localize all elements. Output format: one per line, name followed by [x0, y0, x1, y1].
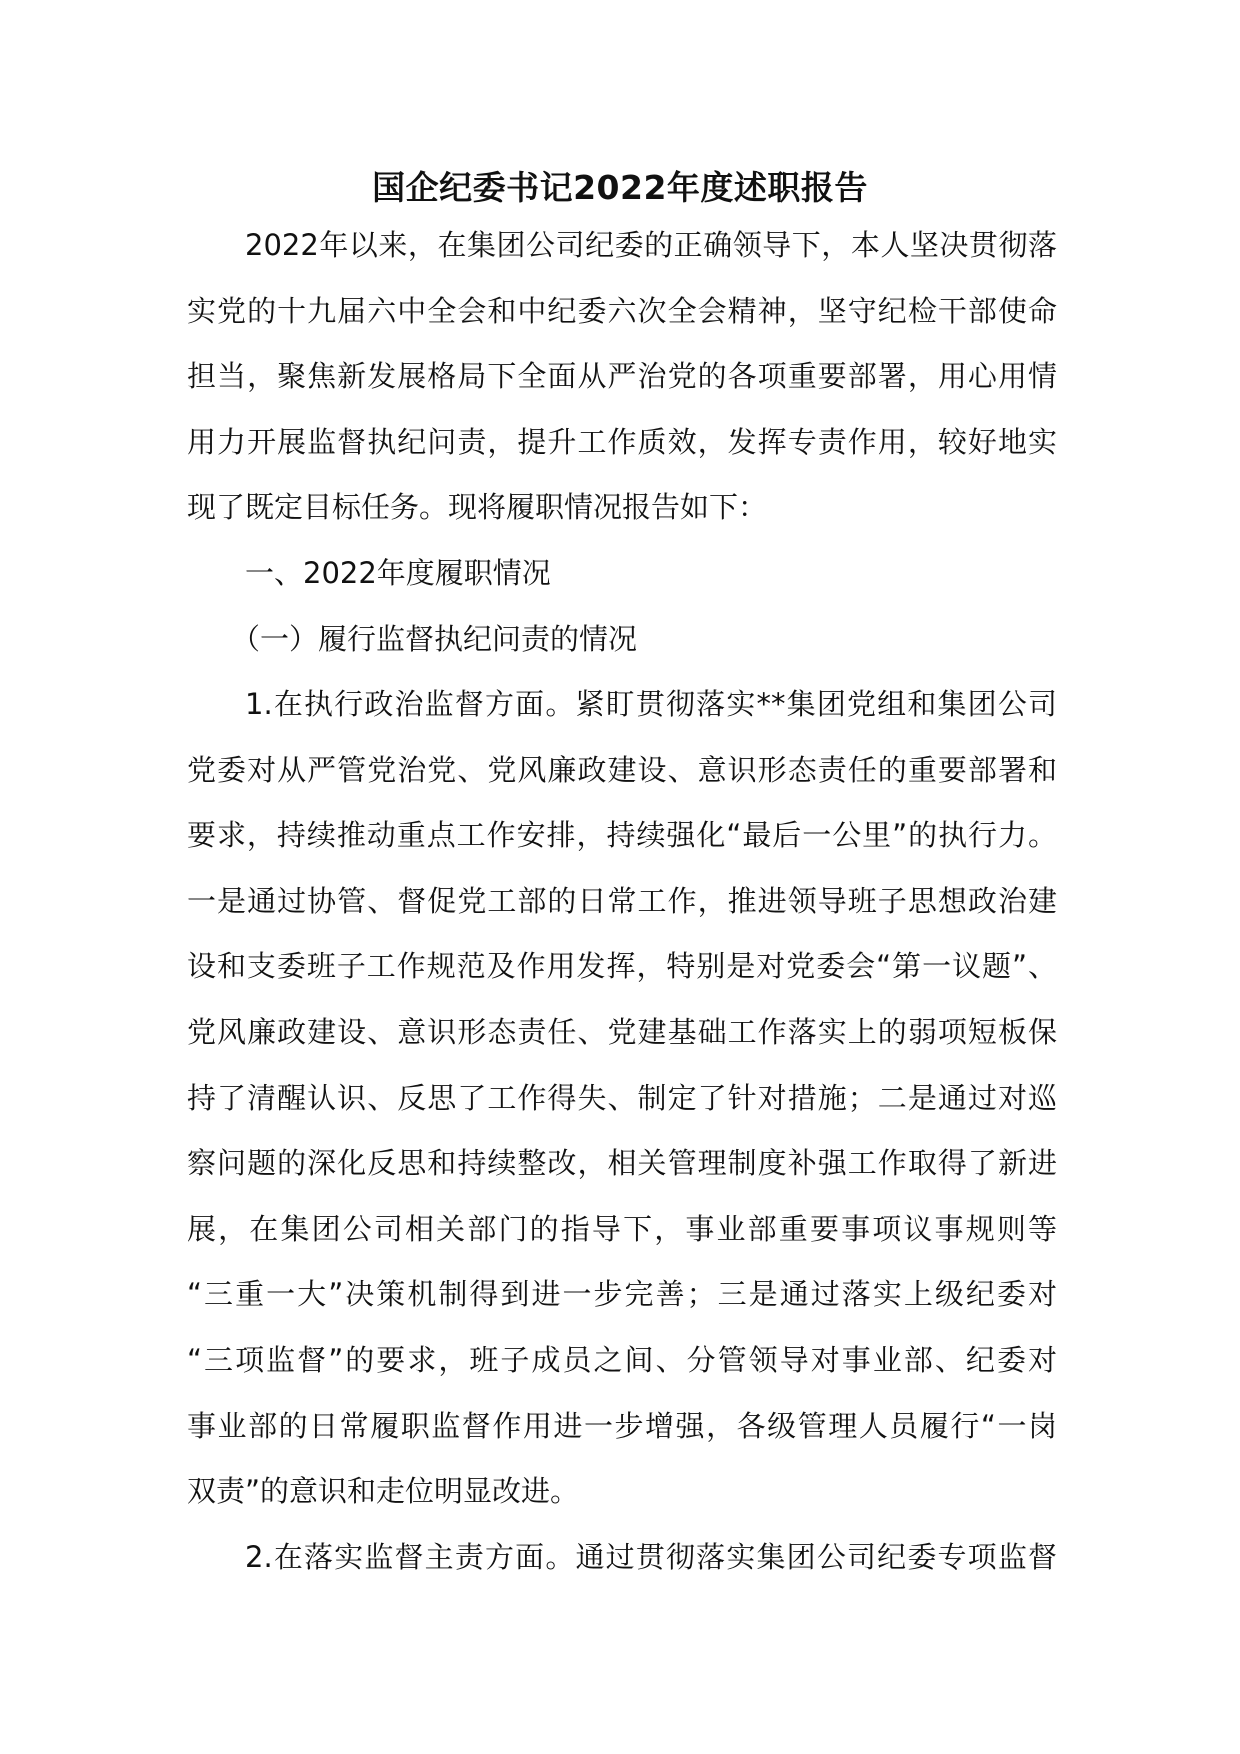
paragraph-line: 事业部的日常履职监督作用进一步增强，各级管理人员履行“一岗	[187, 1408, 1057, 1443]
page-title: 国企纪委书记2022年度述职报告	[372, 168, 868, 207]
item-1-paragraph	[187, 672, 1057, 1525]
paragraph-line: 双责”的意识和走位明显改进。	[187, 1474, 580, 1509]
subsection-heading-text: （一）履行监督执纪问责的情况	[231, 622, 638, 656]
paragraph-line: 实党的十九届六中全会和中纪委六次全会精神，坚守纪检干部使命	[187, 293, 1057, 328]
paragraph-line: 党委对从严管党治党、党风廉政建设、意识形态责任的重要部署和	[187, 752, 1057, 787]
paragraph-line: 1.在执行政治监督方面。紧盯贯彻落实**集团党组和集团公司	[245, 687, 1057, 721]
paragraph-line: 要求，持续推动重点工作安排，持续强化“最后一公里”的执行力。	[187, 818, 1057, 853]
paragraph-line: “三项监督”的要求，班子成员之间、分管领导对事业部、纪委对	[187, 1342, 1057, 1377]
paragraph-line: 2.在落实监督主责方面。通过贯彻落实集团公司纪委专项监督	[245, 1540, 1057, 1574]
paragraph-line: 用力开展监督执纪问责，提升工作质效，发挥专责作用，较好地实	[187, 424, 1057, 459]
section-heading-text: 一、2022年度履职情况	[245, 556, 551, 590]
item-2-paragraph	[187, 1525, 1057, 1591]
section-heading	[187, 541, 1057, 607]
paragraph-line: 党风廉政建设、意识形态责任、党建基础工作落实上的弱项短板保	[187, 1014, 1057, 1049]
paragraph-line: 察问题的深化反思和持续整改，相关管理制度补强工作取得了新进	[187, 1146, 1057, 1181]
paragraph-line: “三重一大”决策机制得到进一步完善；三是通过落实上级纪委对	[187, 1277, 1057, 1312]
subsection-heading	[187, 607, 1057, 673]
paragraph-line: 展，在集团公司相关部门的指导下，事业部重要事项议事规则等	[187, 1211, 1057, 1246]
intro-paragraph	[187, 213, 1057, 541]
paragraph-line: 现了既定目标任务。现将履职情况报告如下：	[187, 490, 768, 525]
paragraph-line: 一是通过协管、督促党工部的日常工作，推进领导班子思想政治建	[187, 883, 1057, 918]
paragraph-line: 担当，聚焦新发展格局下全面从严治党的各项重要部署，用心用情	[187, 359, 1057, 394]
paragraph-line: 设和支委班子工作规范及作用发挥，特别是对党委会“第一议题”、	[187, 949, 1057, 984]
paragraph-line: 2022年以来，在集团公司纪委的正确领导下，本人坚决贯彻落	[245, 228, 1057, 262]
paragraph-line: 持了清醒认识、反思了工作得失、制定了针对措施；二是通过对巡	[187, 1080, 1057, 1115]
